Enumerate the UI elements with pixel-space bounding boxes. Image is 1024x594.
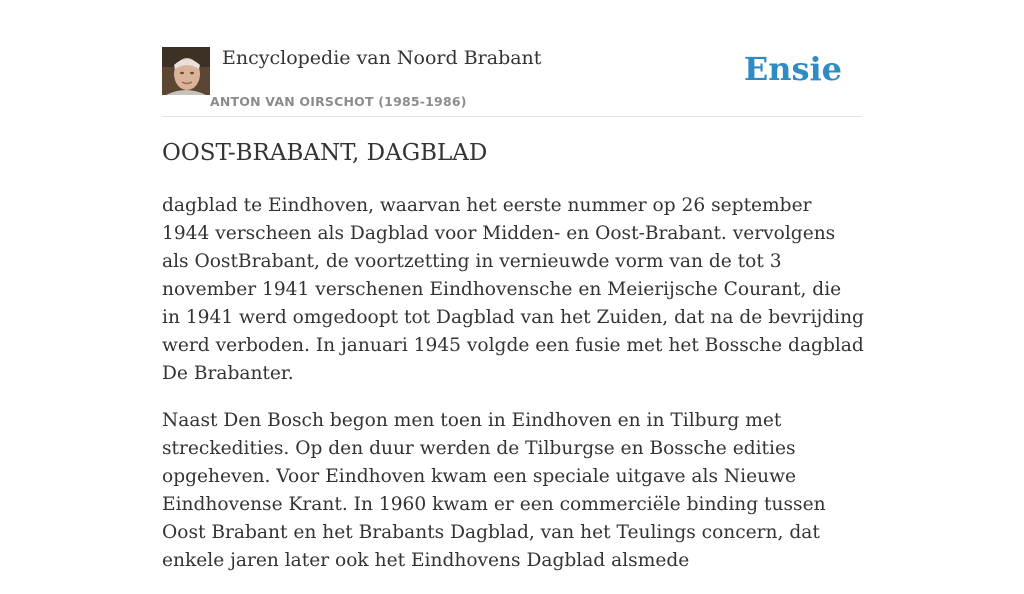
article-title: OOST-BRABANT, DAGBLAD: [162, 140, 488, 166]
author-name: ANTON VAN OIRSCHOT (1985-1986): [210, 94, 467, 109]
ensie-logo-link[interactable]: Ensie: [743, 50, 842, 88]
article-body: [162, 192, 864, 594]
author-portrait-image: [162, 47, 210, 95]
header: [162, 46, 862, 117]
source-title-link[interactable]: Encyclopedie van Noord Brabant: [222, 47, 542, 69]
article-paragraph: Naast Den Bosch begon men toen in Eindhoven en in Tilburg met streckedities. Op den duur werden de Tilburgse en Bossche edities opgeheven. Voor Eindhoven kwam een speciale uitgave als Nieuwe Eindhovense Krant. In 1960 kwam er een commerciële binding tussen Oost Brabant en het Brabants Dagblad, van het Teulings concern, dat enkele jaren later ook het Eindhovens Dagblad alsmede: [162, 410, 826, 571]
author-avatar: [162, 47, 210, 95]
article-paragraph: dagblad te Eindhoven, waarvan het eerste nummer op 26 september 1944 verscheen als Dagblad voor Midden- en Oost-Brabant. vervolgens als OostBrabant, de voortzetting in vernieuwde vorm van de tot 3 november 1941 verschenen Eindhovensche en Meierijsche Courant, die in 1941 werd omgedoopt tot Dagblad van het Zuiden, dat na de bevrijding werd verboden. In januari 1945 volgde een fusie met het Bossche dagblad De Brabanter.: [162, 195, 864, 384]
